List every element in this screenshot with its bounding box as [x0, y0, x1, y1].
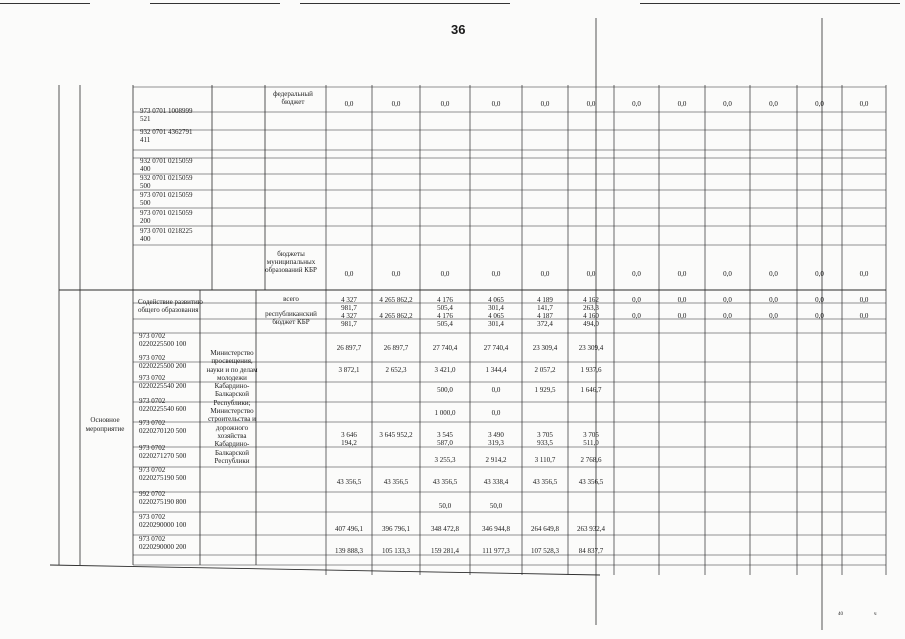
row-value: 84 837,7 — [578, 547, 604, 555]
total-value: 4 065 301,4 — [488, 296, 504, 312]
row-value: 2 057,2 — [534, 366, 556, 374]
federal-value: 0,0 — [540, 100, 550, 108]
row-value: 50,0 — [438, 502, 452, 510]
bottom-mark-right: ч — [874, 612, 877, 617]
municipal-value: 0,0 — [391, 270, 401, 278]
row-code: 992 0702 0220275190 800 — [139, 490, 187, 506]
total-value: 4 327 981,7 — [341, 296, 357, 312]
row-value: 23 309,4 — [578, 344, 604, 352]
row-value: 0,0 — [491, 409, 501, 417]
federal-value: 0,0 — [815, 100, 824, 108]
row-code: 973 0702 0220270120 500 — [139, 419, 187, 435]
municipal-value: 0,0 — [344, 270, 354, 278]
row-value: 407 496,1 — [335, 525, 363, 533]
row-code: 973 0702 0220275190 500 — [139, 466, 187, 482]
total-value: 0,0 — [859, 296, 869, 304]
bottom-mark-left: 40 — [838, 612, 843, 617]
row-value: 3 645 952,2 — [379, 431, 413, 439]
row-value: 2 768,6 — [580, 456, 602, 464]
row-code: 973 0702 0220225500 100 — [139, 332, 187, 348]
republic-value: 4 187 372,4 — [537, 312, 553, 328]
republic-value: 4 265 862,2 — [379, 312, 413, 320]
republic-value: 0,0 — [723, 312, 732, 320]
republic-value: 4 065 301,4 — [488, 312, 504, 328]
federal-value: 0,0 — [440, 100, 450, 108]
federal-value: 0,0 — [723, 100, 732, 108]
row-value: 396 796,1 — [382, 525, 410, 533]
row-value: 3 705 511,0 — [583, 431, 599, 447]
row-value: 43 356,5 — [432, 478, 458, 486]
row-value: 500,0 — [437, 386, 453, 394]
row-value: 27 740,4 — [483, 344, 509, 352]
federal-value: 0,0 — [677, 100, 687, 108]
row-value: 3 490 319,3 — [488, 431, 504, 447]
total-value: 4 162 263,3 — [583, 296, 599, 312]
federal-value: 0,0 — [344, 100, 354, 108]
row-value: 27 740,4 — [432, 344, 458, 352]
row-value: 1 646,7 — [580, 386, 602, 394]
municipal-value: 0,0 — [632, 270, 641, 278]
municipal-value: 0,0 — [769, 270, 778, 278]
row-value: 3 421,0 — [434, 366, 456, 374]
republic-value: 0,0 — [769, 312, 778, 320]
total-value: 4 176 505,4 — [437, 296, 453, 312]
row-value: 3 110,7 — [534, 456, 556, 464]
row-value: 26 897,7 — [336, 344, 362, 352]
republic-value: 0,0 — [859, 312, 869, 320]
municipal-value: 0,0 — [815, 270, 824, 278]
row-value: 1 937,6 — [580, 366, 602, 374]
total-value: 0,0 — [677, 296, 687, 304]
source-total: всего — [283, 295, 299, 303]
budget-code: 932 0701 4362791 411 — [140, 128, 193, 144]
bottom-line — [50, 565, 600, 575]
federal-value: 0,0 — [859, 100, 869, 108]
budget-code: 973 0701 0215059 500 — [140, 191, 193, 207]
row-code: 973 0702 0220290000 100 — [139, 513, 187, 529]
page-number: 36 — [451, 22, 466, 37]
republic-value: 0,0 — [632, 312, 641, 320]
municipal-value: 0,0 — [540, 270, 550, 278]
municipal-value: 0,0 — [491, 270, 501, 278]
row-value: 43 356,5 — [578, 478, 604, 486]
budget-code: 973 0701 0215059 200 — [140, 209, 193, 225]
source-federal: федеральный бюджет — [273, 90, 313, 106]
executor-text: Министерство просвещения, науки и по делам молодежи Кабардино-Балкарской Республики; Министерство строительства и дорожного хозяйства Кабардино-Балкарской Республики — [206, 349, 258, 465]
row-value: 263 932,4 — [577, 525, 605, 533]
federal-value: 0,0 — [491, 100, 501, 108]
municipal-value: 0,0 — [440, 270, 450, 278]
federal-value: 0,0 — [632, 100, 641, 108]
row-value: 139 888,3 — [335, 547, 363, 555]
budget-code: 932 0701 0215059 500 — [140, 174, 193, 190]
row-value: 43 356,5 — [532, 478, 558, 486]
row-value: 346 944,8 — [482, 525, 510, 533]
row-value: 3 255,3 — [434, 456, 456, 464]
row-value: 43 338,4 — [483, 478, 509, 486]
municipal-value: 0,0 — [859, 270, 869, 278]
source-republic: республиканский бюджет КБР — [265, 310, 317, 326]
federal-value: 0,0 — [769, 100, 778, 108]
total-value: 0,0 — [815, 296, 824, 304]
republic-value: 4 176 505,4 — [437, 312, 453, 328]
municipal-value: 0,0 — [723, 270, 732, 278]
row-value: 2 652,3 — [385, 366, 407, 374]
total-value: 4 189 141,7 — [537, 296, 553, 312]
row-value: 43 356,5 — [383, 478, 409, 486]
row-value: 3 545 587,0 — [437, 431, 453, 447]
row-code: 973 0702 0220225500 200 — [139, 354, 187, 370]
row-value: 3 705 933,5 — [537, 431, 553, 447]
row-value: 43 356,5 — [336, 478, 362, 486]
row-code: 973 0702 0220271270 500 — [139, 444, 187, 460]
total-value: 4 265 862,2 — [379, 296, 413, 304]
budget-code: 932 0701 0215059 400 — [140, 157, 193, 173]
row-value: 3 872,1 — [338, 366, 360, 374]
total-value: 0,0 — [769, 296, 778, 304]
row-value: 2 914,2 — [485, 456, 507, 464]
municipal-value: 0,0 — [586, 270, 596, 278]
row-value: 264 649,8 — [531, 525, 559, 533]
municipal-value: 0,0 — [677, 270, 687, 278]
total-value: 0,0 — [632, 296, 641, 304]
federal-value: 0,0 — [391, 100, 401, 108]
row-value: 1 000,0 — [434, 409, 456, 417]
row-value: 105 133,3 — [382, 547, 410, 555]
row-value: 50,0 — [489, 502, 503, 510]
budget-code: 973 0701 0218225 400 — [140, 227, 193, 243]
republic-value: 4 160 494,0 — [583, 312, 599, 328]
row-value: 3 646 194,2 — [341, 431, 357, 447]
row-value: 1 929,5 — [534, 386, 556, 394]
row-value: 107 528,3 — [531, 547, 559, 555]
row-value: 1 344,4 — [485, 366, 507, 374]
row-code: 973 0702 0220225540 200 — [139, 374, 187, 390]
budget-code: 973 0701 1008999 521 — [140, 107, 193, 123]
republic-value: 4 327 981,7 — [341, 312, 357, 328]
row-code: 973 0702 0220225540 600 — [139, 397, 187, 413]
row-value: 159 281,4 — [431, 547, 459, 555]
total-value: 0,0 — [723, 296, 732, 304]
main-event-label: Основное мероприятие — [85, 416, 125, 433]
event-description: Содействие развитию общего образования — [138, 298, 203, 314]
row-value: 348 472,8 — [431, 525, 459, 533]
row-value: 23 309,4 — [532, 344, 558, 352]
row-value: 111 977,3 — [482, 547, 510, 555]
source-municipal: бюджеты муниципальных образований КБР — [265, 250, 317, 274]
row-value: 26 897,7 — [383, 344, 409, 352]
row-code: 973 0702 0220290000 200 — [139, 535, 187, 551]
republic-value: 0,0 — [677, 312, 687, 320]
republic-value: 0,0 — [815, 312, 824, 320]
federal-value: 0,0 — [586, 100, 596, 108]
row-value: 0,0 — [491, 386, 501, 394]
